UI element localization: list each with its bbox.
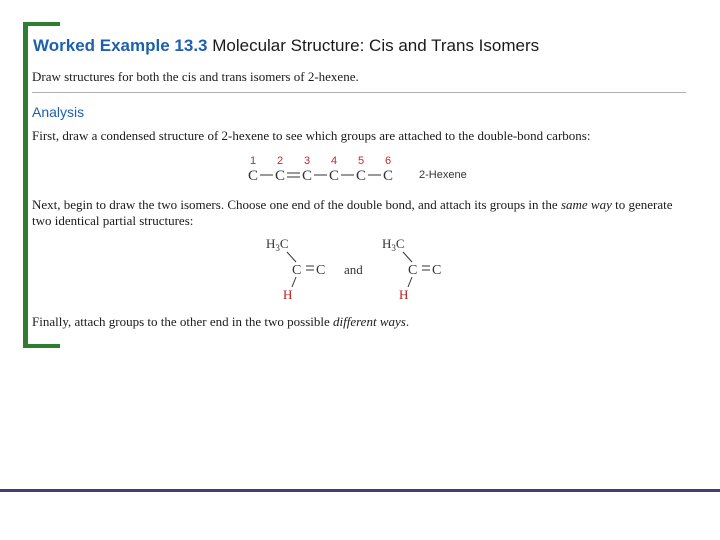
problem-statement: Draw structures for both the cis and trans isomers of 2-hexene. [32, 69, 359, 84]
analysis-paragraph-3 [32, 314, 409, 330]
carbon-number: 1 [249, 155, 257, 167]
bond [287, 252, 296, 262]
footer-divider [0, 489, 720, 492]
carbon-atom: C [328, 168, 340, 184]
para2-emphasis: same way [560, 197, 612, 212]
carbon-number: 6 [384, 155, 392, 167]
partial-structure-left [266, 236, 325, 302]
para3-text: . [405, 314, 410, 329]
green-bracket [23, 22, 28, 348]
title-topic: Molecular Structure: Cis and Trans Isomers [207, 36, 540, 55]
carbon-atom: C [301, 168, 313, 184]
page-title [33, 36, 539, 56]
para2-text: to generate two identical partial structures: [32, 197, 673, 228]
analysis-paragraph-1: First, draw a condensed structure of 2-hexene to see which groups are attached to the double-bond carbons: [32, 128, 591, 143]
carbon-number: 4 [330, 155, 338, 167]
analysis-paragraph-2 [32, 197, 682, 229]
carbon-atom: C [432, 263, 442, 278]
carbon-atom: C [247, 168, 259, 184]
hydrogen-atom: H [283, 287, 293, 302]
carbon-number: 5 [357, 155, 365, 167]
carbon-number: 3 [303, 155, 311, 167]
carbon-atom: C [408, 263, 418, 278]
carbon-atom: C [292, 263, 302, 278]
methyl-group: $H_3C$ [266, 236, 289, 253]
and-connector: and [344, 262, 363, 277]
analysis-heading: Analysis [32, 104, 85, 120]
carbon-atom: C [382, 168, 394, 184]
bond [292, 277, 296, 287]
carbon-number: 2 [276, 155, 284, 167]
green-bracket-bottom [23, 344, 60, 348]
para3-emphasis: different ways [333, 314, 406, 329]
carbon-atom: C [355, 168, 367, 184]
green-bracket-top [23, 22, 60, 26]
para3-text: Finally, attach groups to the other end in the two possible [32, 314, 333, 329]
carbon-atom: C [274, 168, 286, 184]
hexene-label: 2-Hexene [419, 169, 467, 181]
partial-structures [258, 232, 458, 304]
para2-text: Next, begin to draw the two isomers. Choose one end of the double bond, and attach its groups in the [32, 197, 561, 212]
partial-structure-right [382, 236, 441, 302]
title-example-number: Worked Example 13.3 [33, 36, 208, 55]
divider [32, 92, 686, 93]
bond [403, 252, 412, 262]
bond [408, 277, 412, 287]
hexene-structure [243, 154, 473, 186]
methyl-group: $H_3C$ [382, 236, 405, 253]
hydrogen-atom: H [399, 287, 409, 302]
carbon-atom: C [316, 263, 326, 278]
